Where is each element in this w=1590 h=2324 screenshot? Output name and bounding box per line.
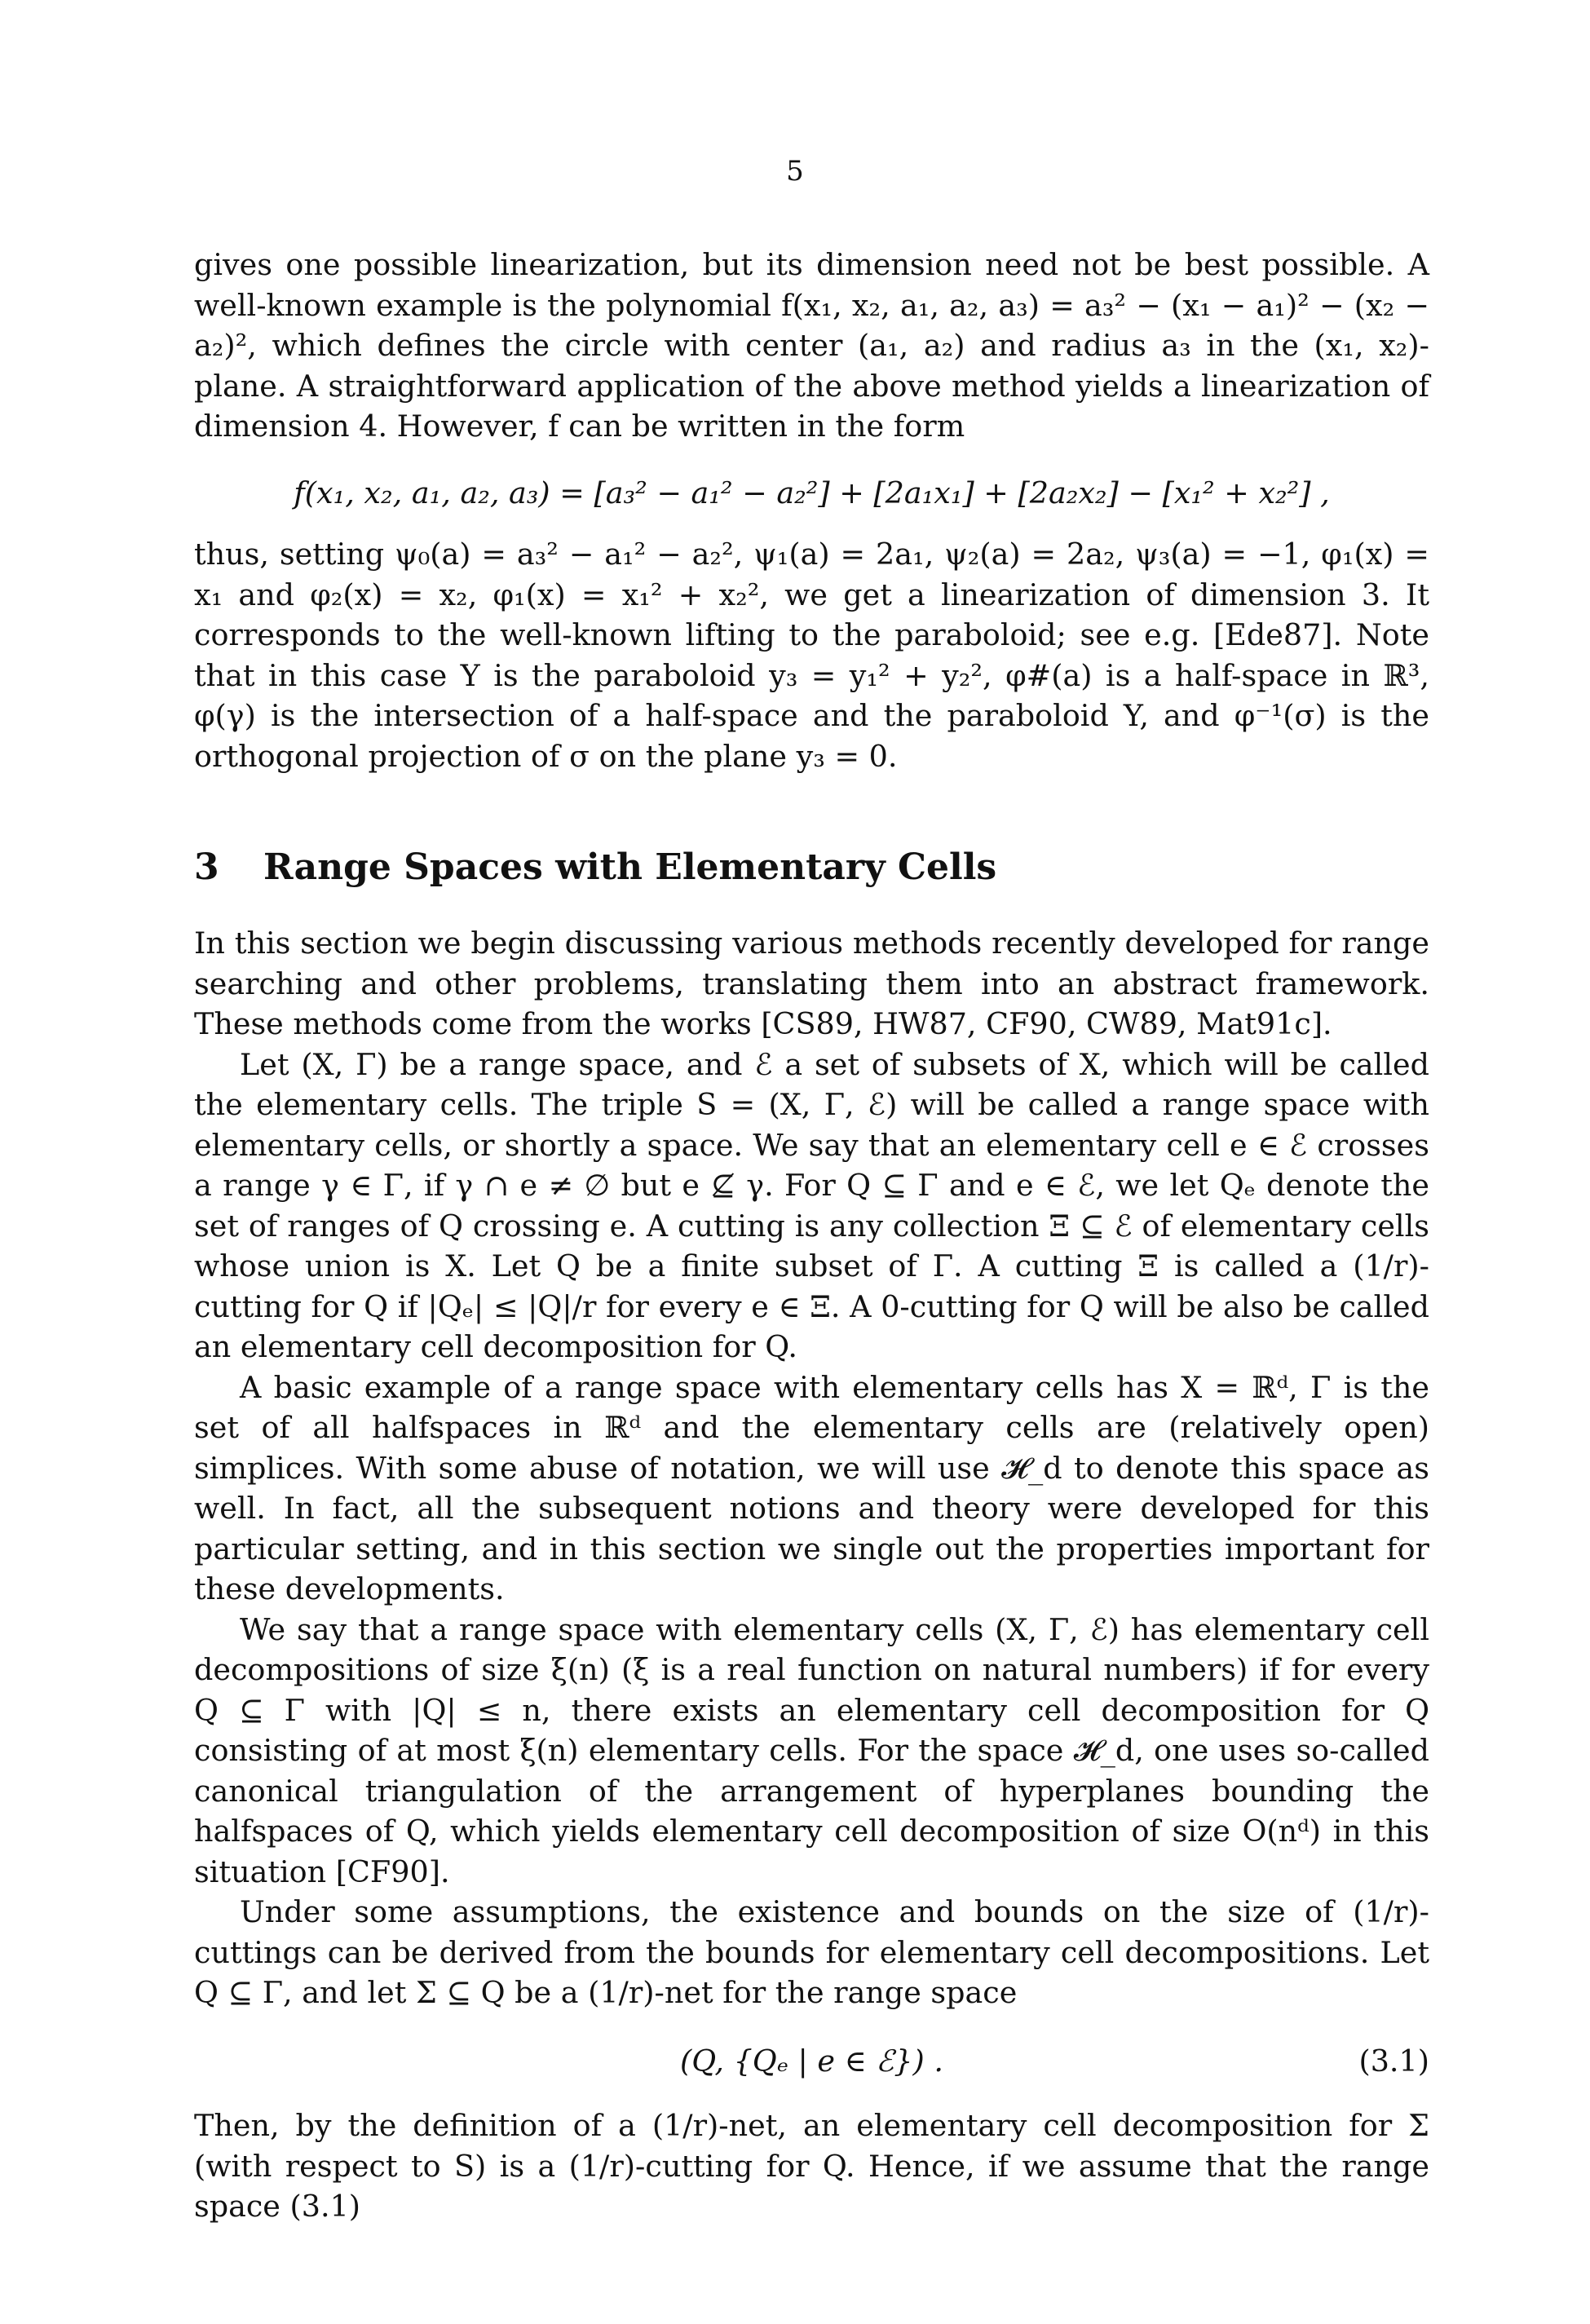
paragraph: Let (X, Γ) be a range space, and ℰ a set of subsets of X, which will be called the elementary cells. The triple S = (X, Γ, ℰ) will be called a range space with elementary cells, or shortly a space. We say that an elementary cell e ∈ ℰ crosses a range γ ∈ Γ, if γ ∩ e ≠ ∅ but e ⊈ γ. For Q ⊆ Γ and e ∈ ℰ, we let Qₑ denote the set of ranges of Q crossing e. A cutting is any collection Ξ ⊆ ℰ of elementary cells whose union is X. Let Q be a finite subset of Γ. A cutting Ξ is called a (1/r)-cutting for Q if |Qₑ| ≤ |Q|/r for every e ∈ Ξ. A 0-cutting for Q will be also be called an elementary cell decomposition for Q. [194,1046,1429,1364]
paragraph: thus, setting ψ₀(a) = a₃² − a₁² − a₂², ψ₁(a) = 2a₁, ψ₂(a) = 2a₂, ψ₃(a) = −1, φ₁(x) = x₁ and φ₂(x) = x₂, φ₁(x) = x₁² + x₂², we get a linearization of dimension 3. It corresponds to the well-known lifting to the paraboloid; see e.g. [Ede87]. Note that in this case Y is the paraboloid y₃ = y₁² + y₂², φ#(a) is a half-space in ℝ³, φ(γ) is the intersection of a half-space and the paraboloid Y, and φ⁻¹(σ) is the orthogonal projection of σ on the plane y₃ = 0. [194,537,1429,774]
paragraph: gives one possible linearization, but its dimension need not be best possible. A well-known example is the polynomial f(x₁, x₂, a₁, a₂, a₃) = a₃² − (x₁ − a₁)² − (x₂ − a₂)², which defines the circle with center (a₁, a₂) and radius a₃ in the (x₁, x₂)-plane. A straightforward application of the above method yields a linearization of dimension 4. However, f can be written in the form [194,247,1429,444]
paragraph: We say that a range space with elementary cells (X, Γ, ℰ) has elementary cell decompositions of size ξ(n) (ξ is a real function on natural numbers) if for every Q ⊆ Γ with |Q| ≤ n, there exists an elementary cell decomposition for Q consisting of at most ξ(n) elementary cells. For the space 𝓗_d, one uses so-called canonical triangulation of the arrangement of hyperplanes bounding the halfspaces of Q, which yields elementary cell decomposition of size O(nᵈ) in this situation [CF90]. [194,1611,1429,1889]
equation-number: (3.1) [1358,2043,1429,2079]
equation-body: (Q, {Qₑ | e ∈ ℰ}) . [680,2043,943,2079]
display-equation: f(x₁, x₂, a₁, a₂, a₃) = [a₃² − a₁² − a₂²] + [2a₁x₁] + [2a₂x₂] − [x₁² + x₂²] , [294,475,1330,510]
page-number: 5 [786,155,804,188]
paragraph: Under some assumptions, the existence and bounds on the size of (1/r)-cuttings can be derived from the bounds for elementary cell decompositions. Let Q ⊆ Γ, and let Σ ⊆ Q be a (1/r)-net for the range space [194,1894,1429,2010]
paragraph: In this section we begin discussing various methods recently developed for range searching and other problems, translating them into an abstract framework. These methods come from the works [CS89, HW87, CF90, CW89, Mat91c]. [194,926,1429,1041]
section-heading [194,845,1429,890]
section-title: Range Spaces with Elementary Cells [263,846,997,888]
page-body [194,245,1429,2227]
numbered-equation [194,2041,1429,2082]
section-number: 3 [194,846,219,888]
paragraph: Then, by the definition of a (1/r)-net, an elementary cell decomposition for Σ (with respect to S) is a (1/r)-cutting for Q. Hence, if we assume that the range space (3.1) [194,2108,1429,2224]
paragraph: A basic example of a range space with elementary cells has X = ℝᵈ, Γ is the set of all halfspaces in ℝᵈ and the elementary cells are (relatively open) simplices. With some abuse of notation, we will use 𝓗_d to denote this space as well. In fact, all the subsequent notions and theory were developed for this particular setting, and in this section we single out the properties important for these developments. [194,1369,1429,1606]
